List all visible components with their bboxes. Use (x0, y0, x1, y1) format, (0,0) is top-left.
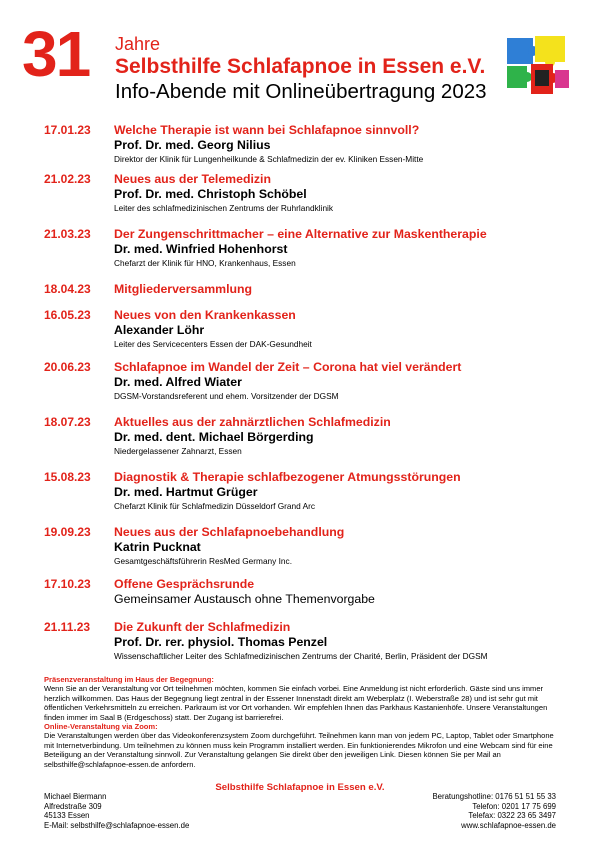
event-title: Neues aus der Schlafapnoebehandlung (114, 525, 345, 539)
event-item (44, 525, 584, 577)
event-item (44, 308, 584, 360)
event-speaker: Dr. med. Hartmut Grüger (114, 485, 258, 499)
contact-website: www.schlafapnoe-essen.de (461, 820, 556, 830)
event-item (44, 227, 584, 282)
contact-telephone: Telefon: 0201 17 75 699 (472, 801, 556, 811)
event-speaker: Katrin Pucknat (114, 540, 201, 554)
event-title: Schlafapnoe im Wandel der Zeit – Corona hat viel verändert (114, 360, 462, 374)
event-date: 20.06.23 (44, 360, 91, 374)
online-text: Die Veranstaltungen werden über das Videokonferenzsystem Zoom durchgeführt. Teilnehmen kann man von jedem PC, Laptop, Tablet oder Smartphone mit Internetverbindung. Um teilnehmen zu können muss kein Programm installiert werden. Ein funktionierendes Mikrofon und eine Webcam sind für eine Beteiligung an der Veranstaltung sinnvoll. Zur Veranstaltung gelangen Sie direkt über den jeweiligen Link. Diesen können Sie per Mail an selbsthilfe@schlafapnoe-essen.de anfordern. (44, 731, 554, 769)
anniversary-label: Jahre (115, 34, 161, 54)
puzzle-logo (505, 34, 571, 100)
contact-city: 45133 Essen (44, 811, 90, 821)
contact-email: E-Mail: selbsthilfe@schlafapnoe-essen.de (44, 820, 190, 830)
event-speaker-role: Gesamtgeschäftsführerin ResMed Germany Inc. (114, 556, 292, 566)
event-speaker: Alexander Löhr (114, 323, 205, 337)
event-title: Neues von den Krankenkassen (114, 308, 296, 322)
event-speaker: Dr. med. dent. Michael Börgerding (114, 430, 314, 444)
event-date: 21.02.23 (44, 172, 91, 186)
contact-phone (432, 792, 556, 830)
event-date: 15.08.23 (44, 470, 91, 484)
event-date: 19.09.23 (44, 525, 91, 539)
page-subtitle: Info-Abende mit Onlineübertragung 2023 (115, 80, 487, 103)
event-item (44, 470, 584, 525)
logo-piece-pink (555, 70, 569, 88)
event-speaker-role: Direktor der Klinik für Lungenheilkunde & Schlafmedizin der ev. Kliniken Essen-Mitte (114, 154, 424, 164)
event-date: 17.01.23 (44, 123, 91, 137)
presence-heading: Präsenzveranstaltung im Haus der Begegnung: (44, 675, 214, 684)
event-speaker: Dr. med. Alfred Wiater (114, 375, 242, 389)
header (0, 0, 600, 115)
event-speaker-role: Leiter des Servicecenters Essen der DAK-Gesundheit (114, 339, 312, 349)
event-title: Offene Gesprächsrunde (114, 577, 255, 591)
event-date: 18.07.23 (44, 415, 91, 429)
event-speaker-role: DGSM-Vorstandsreferent und ehem. Vorsitzender der DGSM (114, 391, 339, 401)
contact-street: Alfredstraße 309 (44, 801, 102, 811)
online-heading: Online-Veranstaltung via Zoom: (44, 722, 158, 732)
event-title: Der Zungenschrittmacher – eine Alternative zur Maskentherapie (114, 227, 487, 241)
footer-title: Selbsthilfe Schlafapnoe in Essen e.V. (215, 782, 385, 793)
event-speaker-role: Leiter des schlafmedizinischen Zentrums der Ruhrlandklinik (114, 203, 334, 213)
event-item (44, 577, 584, 620)
contact-hotline: Beratungshotline: 0176 51 51 55 33 (432, 792, 556, 801)
event-title: Diagnostik & Therapie schlafbezogener Atmungsstörungen (114, 470, 461, 484)
event-list (44, 123, 584, 661)
contact-name: Michael Biermann (44, 792, 107, 801)
event-date: 16.05.23 (44, 308, 91, 322)
presence-text: Wenn Sie an der Veranstaltung vor Ort teilnehmen möchten, kommen Sie einfach vorbei. Eine Anmeldung ist nicht erforderlich. Gäste sind uns immer herzlich willkommen. Das Haus der Begegnung liegt zentral in der Essener Innenstadt direkt am Weberplatz (I. Weberstraße 28) und ist sehr gut mit öffentlichen Verkehrsmitteln zu erreichen. Parkraum ist vor Ort vorhanden. Wir empfehlen Ihnen das Parkhaus Kastanienhöfe. Unsere Veranstaltungen finden immer im Saal B (Erdgeschoss) statt. Der Zugang ist barrierefrei. (44, 684, 548, 722)
event-speaker-role: Niedergelassener Zahnarzt, Essen (114, 446, 242, 456)
event-title: Mitgliederversammlung (114, 282, 253, 296)
event-date: 21.11.23 (44, 620, 91, 634)
event-date: 17.10.23 (44, 577, 91, 591)
event-speaker-role: Wissenschaftlicher Leiter des Schlafmedizinischen Zentrums der Charité, Berlin, Präsident der DGSM (114, 651, 488, 661)
event-date: 21.03.23 (44, 227, 91, 241)
contact-address (44, 792, 189, 830)
event-speaker: Gemeinsamer Austausch ohne Themenvorgabe (114, 592, 375, 606)
event-title: Aktuelles aus der zahnärztlichen Schlafmedizin (114, 415, 391, 429)
event-date: 18.04.23 (44, 282, 91, 296)
event-speaker: Prof. Dr. med. Georg Nilius (114, 138, 271, 152)
event-item (44, 172, 584, 227)
event-title: Neues aus der Telemedizin (114, 172, 271, 186)
contact-fax: Telefax: 0322 23 65 3497 (468, 811, 556, 821)
info-section (44, 675, 556, 769)
event-title: Die Zukunft der Schlafmedizin (114, 620, 291, 634)
event-speaker: Prof. Dr. med. Christoph Schöbel (114, 187, 307, 201)
event-speaker-role: Chefarzt Klinik für Schlafmedizin Düsseldorf Grand Arc (114, 501, 316, 511)
event-title: Welche Therapie ist wann bei Schlafapnoe sinnvoll? (114, 123, 420, 137)
anniversary-number: 31 (22, 18, 90, 90)
event-item (44, 360, 584, 415)
event-item (44, 415, 584, 470)
event-item (44, 282, 584, 308)
event-speaker: Prof. Dr. rer. physiol. Thomas Penzel (114, 635, 328, 649)
event-speaker: Dr. med. Winfried Hohenhorst (114, 242, 288, 256)
event-speaker-role: Chefarzt der Klinik für HNO, Krankenhaus, Essen (114, 258, 296, 268)
organization-name: Selbsthilfe Schlafapnoe in Essen e.V. (115, 55, 486, 78)
event-item (44, 123, 584, 172)
